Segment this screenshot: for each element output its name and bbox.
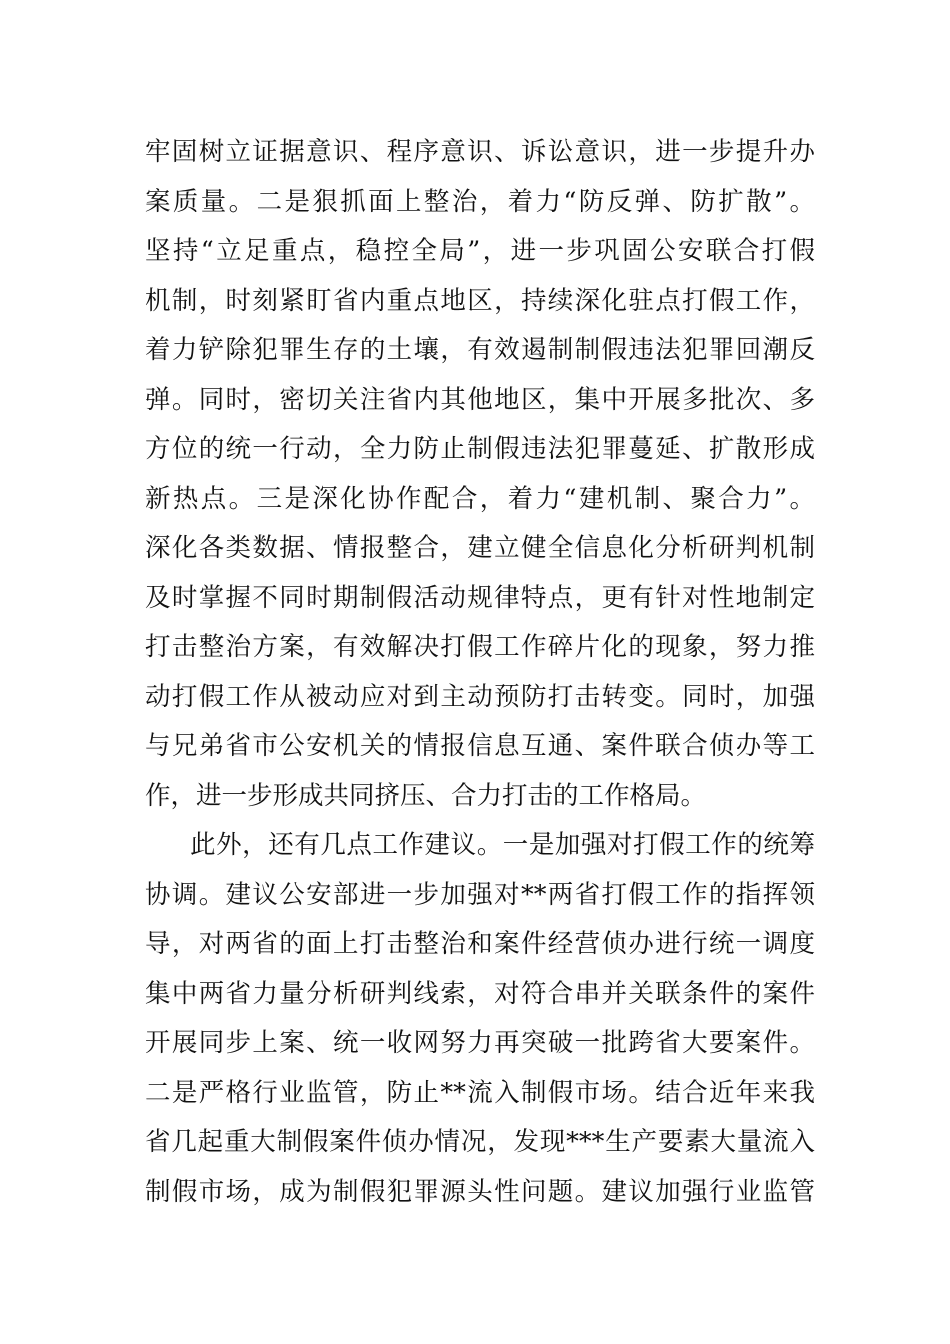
- text-line: 弹。同时，密切关注省内其他地区，集中开展多批次、多: [145, 385, 815, 415]
- text-line: 导，对两省的面上打击整治和案件经营侦办进行统一调度: [145, 929, 815, 959]
- text-line: 及时掌握不同时期制假活动规律特点，更有针对性地制定: [145, 583, 815, 613]
- text-line: 新热点。三是深化协作配合，着力“建机制、聚合力”。: [145, 484, 815, 514]
- text-line: 省几起重大制假案件侦办情况，发现***生产要素大量流入: [145, 1127, 815, 1157]
- text-line: 二是严格行业监管，防止**流入制假市场。结合近年来我: [145, 1078, 815, 1108]
- text-line: 作，进一步形成共同挤压、合力打击的工作格局。: [145, 781, 707, 811]
- text-line: 坚持“立足重点，稳控全局”，进一步巩固公安联合打假: [145, 236, 815, 266]
- text-line: 深化各类数据、情报整合，建立健全信息化分析研判机制: [145, 533, 815, 563]
- text-line: 开展同步上案、统一收网努力再突破一批跨省大要案件。: [145, 1028, 815, 1058]
- paragraph-first-line: 此外，还有几点工作建议。一是加强对打假工作的统筹: [190, 830, 815, 860]
- text-line: 制假市场，成为制假犯罪源头性问题。建议加强行业监管: [145, 1177, 815, 1207]
- text-line: 集中两省力量分析研判线索，对符合串并关联条件的案件: [145, 979, 815, 1009]
- text-line: 协调。建议公安部进一步加强对**两省打假工作的指挥领: [145, 880, 815, 910]
- text-line: 牢固树立证据意识、程序意识、诉讼意识，进一步提升办: [145, 137, 815, 167]
- text-line: 着力铲除犯罪生存的土壤，有效遏制制假违法犯罪回潮反: [145, 335, 815, 365]
- text-line: 打击整治方案，有效解决打假工作碎片化的现象，努力推: [145, 632, 815, 662]
- text-line: 案质量。二是狠抓面上整治，着力“防反弹、防扩散”。: [145, 187, 815, 217]
- text-line: 与兄弟省市公安机关的情报信息互通、案件联合侦办等工: [145, 731, 815, 761]
- text-line: 动打假工作从被动应对到主动预防打击转变。同时，加强: [145, 682, 815, 712]
- text-line: 机制，时刻紧盯省内重点地区，持续深化驻点打假工作，: [145, 286, 815, 316]
- text-line: 方位的统一行动，全力防止制假违法犯罪蔓延、扩散形成: [145, 434, 815, 464]
